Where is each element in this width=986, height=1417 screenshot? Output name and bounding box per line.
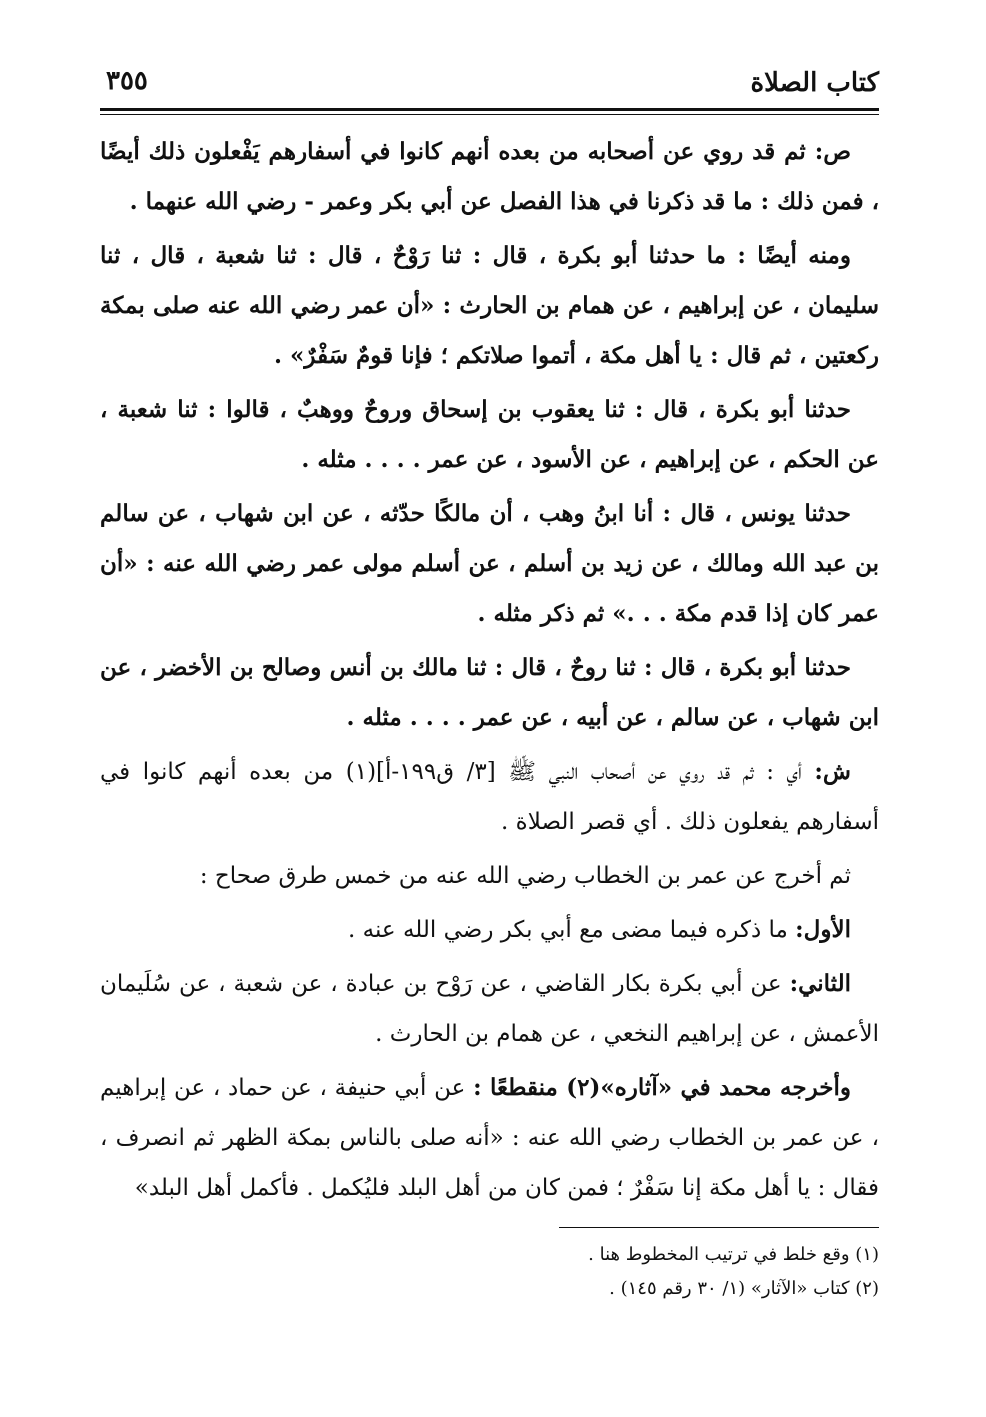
paragraph-text: حدثنا أبو بكرة ، قال : ثنا يعقوب بن إسحاق وروحٌ ووهبٌ ، قالوا : ثنا شعبة ، عن الحكم ، عن إبراهيم ، عن الأسود ، عن عمر . . . . مثله . [100,396,879,473]
paragraph-text: ثم أخرج عن عمر بن الخطاب رضي الله عنه من خمس طرق صحاح : [199,863,851,889]
paragraph-6 [100,747,879,847]
paragraph-1 [100,127,879,227]
paragraph-text: عن أبي حنيفة ، عن حماد ، عن إبراهيم ، عن عمر بن الخطاب رضي الله عنه : «أنه صلى بالناس بمكة الظهر ثم انصرف ، فقال : يا أهل مكة إنا سَفْرٌ ؛ فمن كان من أهل البلد فليُكمل . فأكمل أهل البلد» [100,1075,879,1201]
paragraph-4 [100,489,879,639]
paragraph-lead: الأول: [795,916,851,943]
paragraph-text: حدثنا أبو بكرة ، قال : ثنا روحٌ ، قال : ثنا مالك بن أنس وصالح بن الأخضر ، عن ابن شهاب ، عن سالم ، عن أبيه ، عن عمر . . . . مثله . [100,654,879,731]
paragraph-10 [100,1063,879,1213]
page [100,60,879,1306]
paragraph-text: حدثنا يونس ، قال : أنا ابنُ وهب ، أن مالكًا حدّثه ، عن ابن شهاب ، عن سالم بن عبد الله ومالك ، عن زيد بن أسلم ، عن أسلم مولى عمر رضي الله عنه : «أن عمر كان إذا قدم مكة . . .» ثم ذكر مثله . [100,500,879,627]
page-number: ٣٥٥ [106,66,148,96]
header-rule-thick [100,108,879,111]
paragraph-7 [100,851,879,901]
chapter-title: كتاب الصلاة [750,68,879,98]
paragraph-5 [100,643,879,743]
paragraph-text: عن أبي بكرة بكار القاضي ، عن رَوْح بن عبادة ، عن شعبة ، عن سُلَيمان الأعمش ، عن إبراهيم النخعي ، عن همام بن الحارث . [100,971,879,1047]
paragraph-9 [100,959,879,1059]
paragraph-text: ما ذكره فيما مضى مع أبي بكر رضي الله عنه . [348,917,788,943]
paragraph-lead: ص: [814,138,852,165]
paragraph-lead: الثاني: [789,970,852,997]
paragraph-lead: ش: [814,758,851,785]
footnote-separator [559,1227,879,1228]
paragraph-text: ومنه أيضًا : ما حدثنا أبو بكرة ، قال : ثنا رَوْحٌ ، قال : ثنا شعبة ، قال ، ثنا سليمان ، عن إبراهيم ، عن همام بن الحارث : «أن عمر رضي الله عنه صلى بمكة ركعتين ، ثم قال : يا أهل مكة ، أتموا صلاتكم ؛ فإنا قومٌ سَفْرٌ» . [100,242,879,369]
header-rule-thin [100,114,879,115]
paragraph-text: ثم قد روي عن أصحابه من بعده أنهم كانوا في أسفارهم يَفْعلون ذلك أيضًا ، فمن ذلك : ما قد ذكرنا في هذا الفصل عن أبي بكر وعمر - رضي الله عنهما . [100,138,879,215]
footnote-1: (١) وقع خلط في ترتيب المخطوط هنا . [588,1244,879,1265]
paragraph-lead: وأخرجه محمد في «آثاره»(٢) منقطعًا : [473,1074,851,1101]
paragraph-3 [100,385,879,485]
paragraph-8 [100,905,879,955]
paragraph-2 [100,231,879,381]
paragraph-text: أي : ثم قد روي عن أصحاب النبي ﷺ [٣/ ق١٩٩-أ](١) من بعده أنهم كانوا في أسفارهم يفعلون ذلك . أي قصر الصلاة . [100,759,879,835]
running-header [100,60,879,104]
footnote-2: (٢) كتاب «الآثار» (١/ ٣٠ رقم ١٤٥) . [609,1278,879,1299]
